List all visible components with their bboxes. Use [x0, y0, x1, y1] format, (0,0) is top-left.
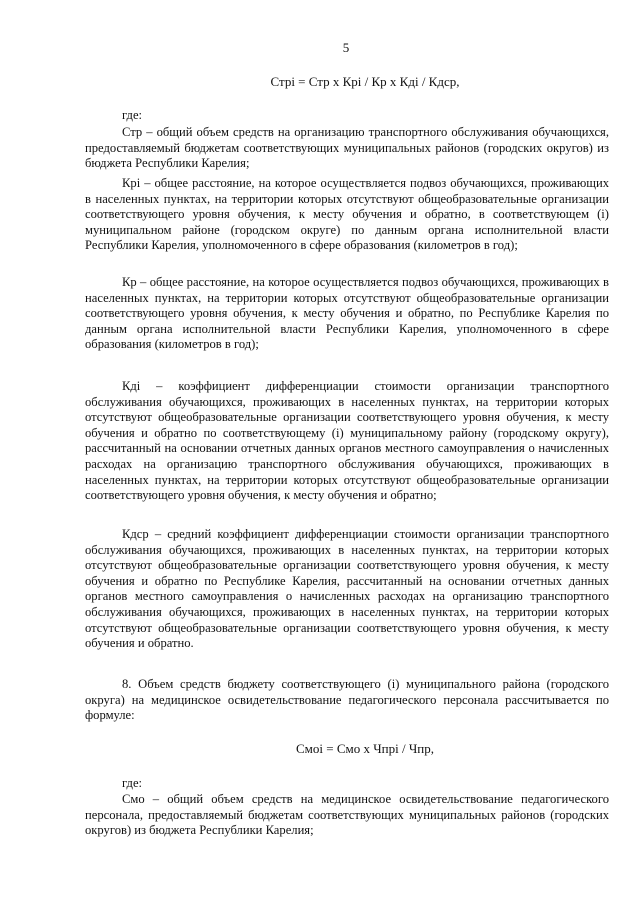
paragraph-kdsr: Кдср – средний коэффициент дифференциации стоимости организации транспортного обслуживания обучающихся, проживающих в населенных пунктах, на территории которых отсутствуют общеобразовательные организации соответствующего уровня обучения, к месту обучения и обратно по Республике Карелия, рассчитанный на основании отчетных данных органов местного самоуправления о начисленных расходах на организацию транспортного обслуживания обучающихся, проживающих в населенных пунктах, на территории которых отсутствуют общеобразовательные организации соответствующего уровня обучения, к месту обучения и обратно.	[85, 527, 609, 651]
paragraph-kr-i: Крi – общее расстояние, на которое осуществляется подвоз обучающихся, проживающих в населенных пунктах, на территории которых отсутствуют общеобразовательные организации соответствующего уровня обучения, к месту обучения и обратно, в соответствующем (i) муниципальном районе (городском округе) по данным органа исполнительной власти Республики Карелия, уполномоченного в сфере образования (километров в год);	[85, 176, 609, 253]
page-number: 5	[342, 40, 350, 55]
where-label-1: где:	[122, 108, 143, 122]
paragraph-smo: Смо – общий объем средств на медицинское освидетельствование педагогического персонала, предоставляемый бюджетам соответствующих муниципальных районов (городских округов) из бюджета Республики Карелия;	[85, 792, 609, 838]
formula-smo-i: Смоi = Смо x Чпрi / Чпр,	[295, 741, 435, 756]
paragraph-str: Стр – общий объем средств на организацию транспортного обслуживания обучающихся, предоставляемый бюджетам соответствующих муниципальных районов (городских округов) из бюджета Республики Карелия;	[85, 125, 609, 171]
where-label-2: где:	[122, 776, 143, 790]
paragraph-kr: Кр – общее расстояние, на которое осуществляется подвоз обучающихся, проживающих в населенных пунктах, на территории которых отсутствуют общеобразовательные организации соответствующего уровня обучения, к месту обучения и обратно, по Республике Карелия по данным органа исполнительной власти Республики Карелия, уполномоченного в сфере образования (километров в год);	[85, 275, 609, 352]
paragraph-item-8: 8. Объем средств бюджету соответствующего (i) муниципального района (городского округа) на медицинское освидетельствование педагогического персонала рассчитывается по формуле:	[85, 677, 609, 723]
paragraph-kd-i: Кдi – коэффициент дифференциации стоимости организации транспортного обслуживания обучающихся, проживающих в населенных пунктах, на территории которых отсутствуют общеобразовательные организации соответствующего уровня обучения, к месту обучения и обратно по соответствующему (i) муниципальному району (городскому округу), рассчитанный на основании отчетных данных органов местного самоуправления о начисленных расходах на организацию транспортного обслуживания обучающихся, проживающих в населенных пунктах, на территории которых отсутствуют общеобразовательные организации соответствующего уровня обучения, к месту обучения и обратно;	[85, 379, 609, 503]
formula-str-i: Стрi = Стр x Крi / Кр x Кдi / Кдср,	[270, 74, 460, 89]
